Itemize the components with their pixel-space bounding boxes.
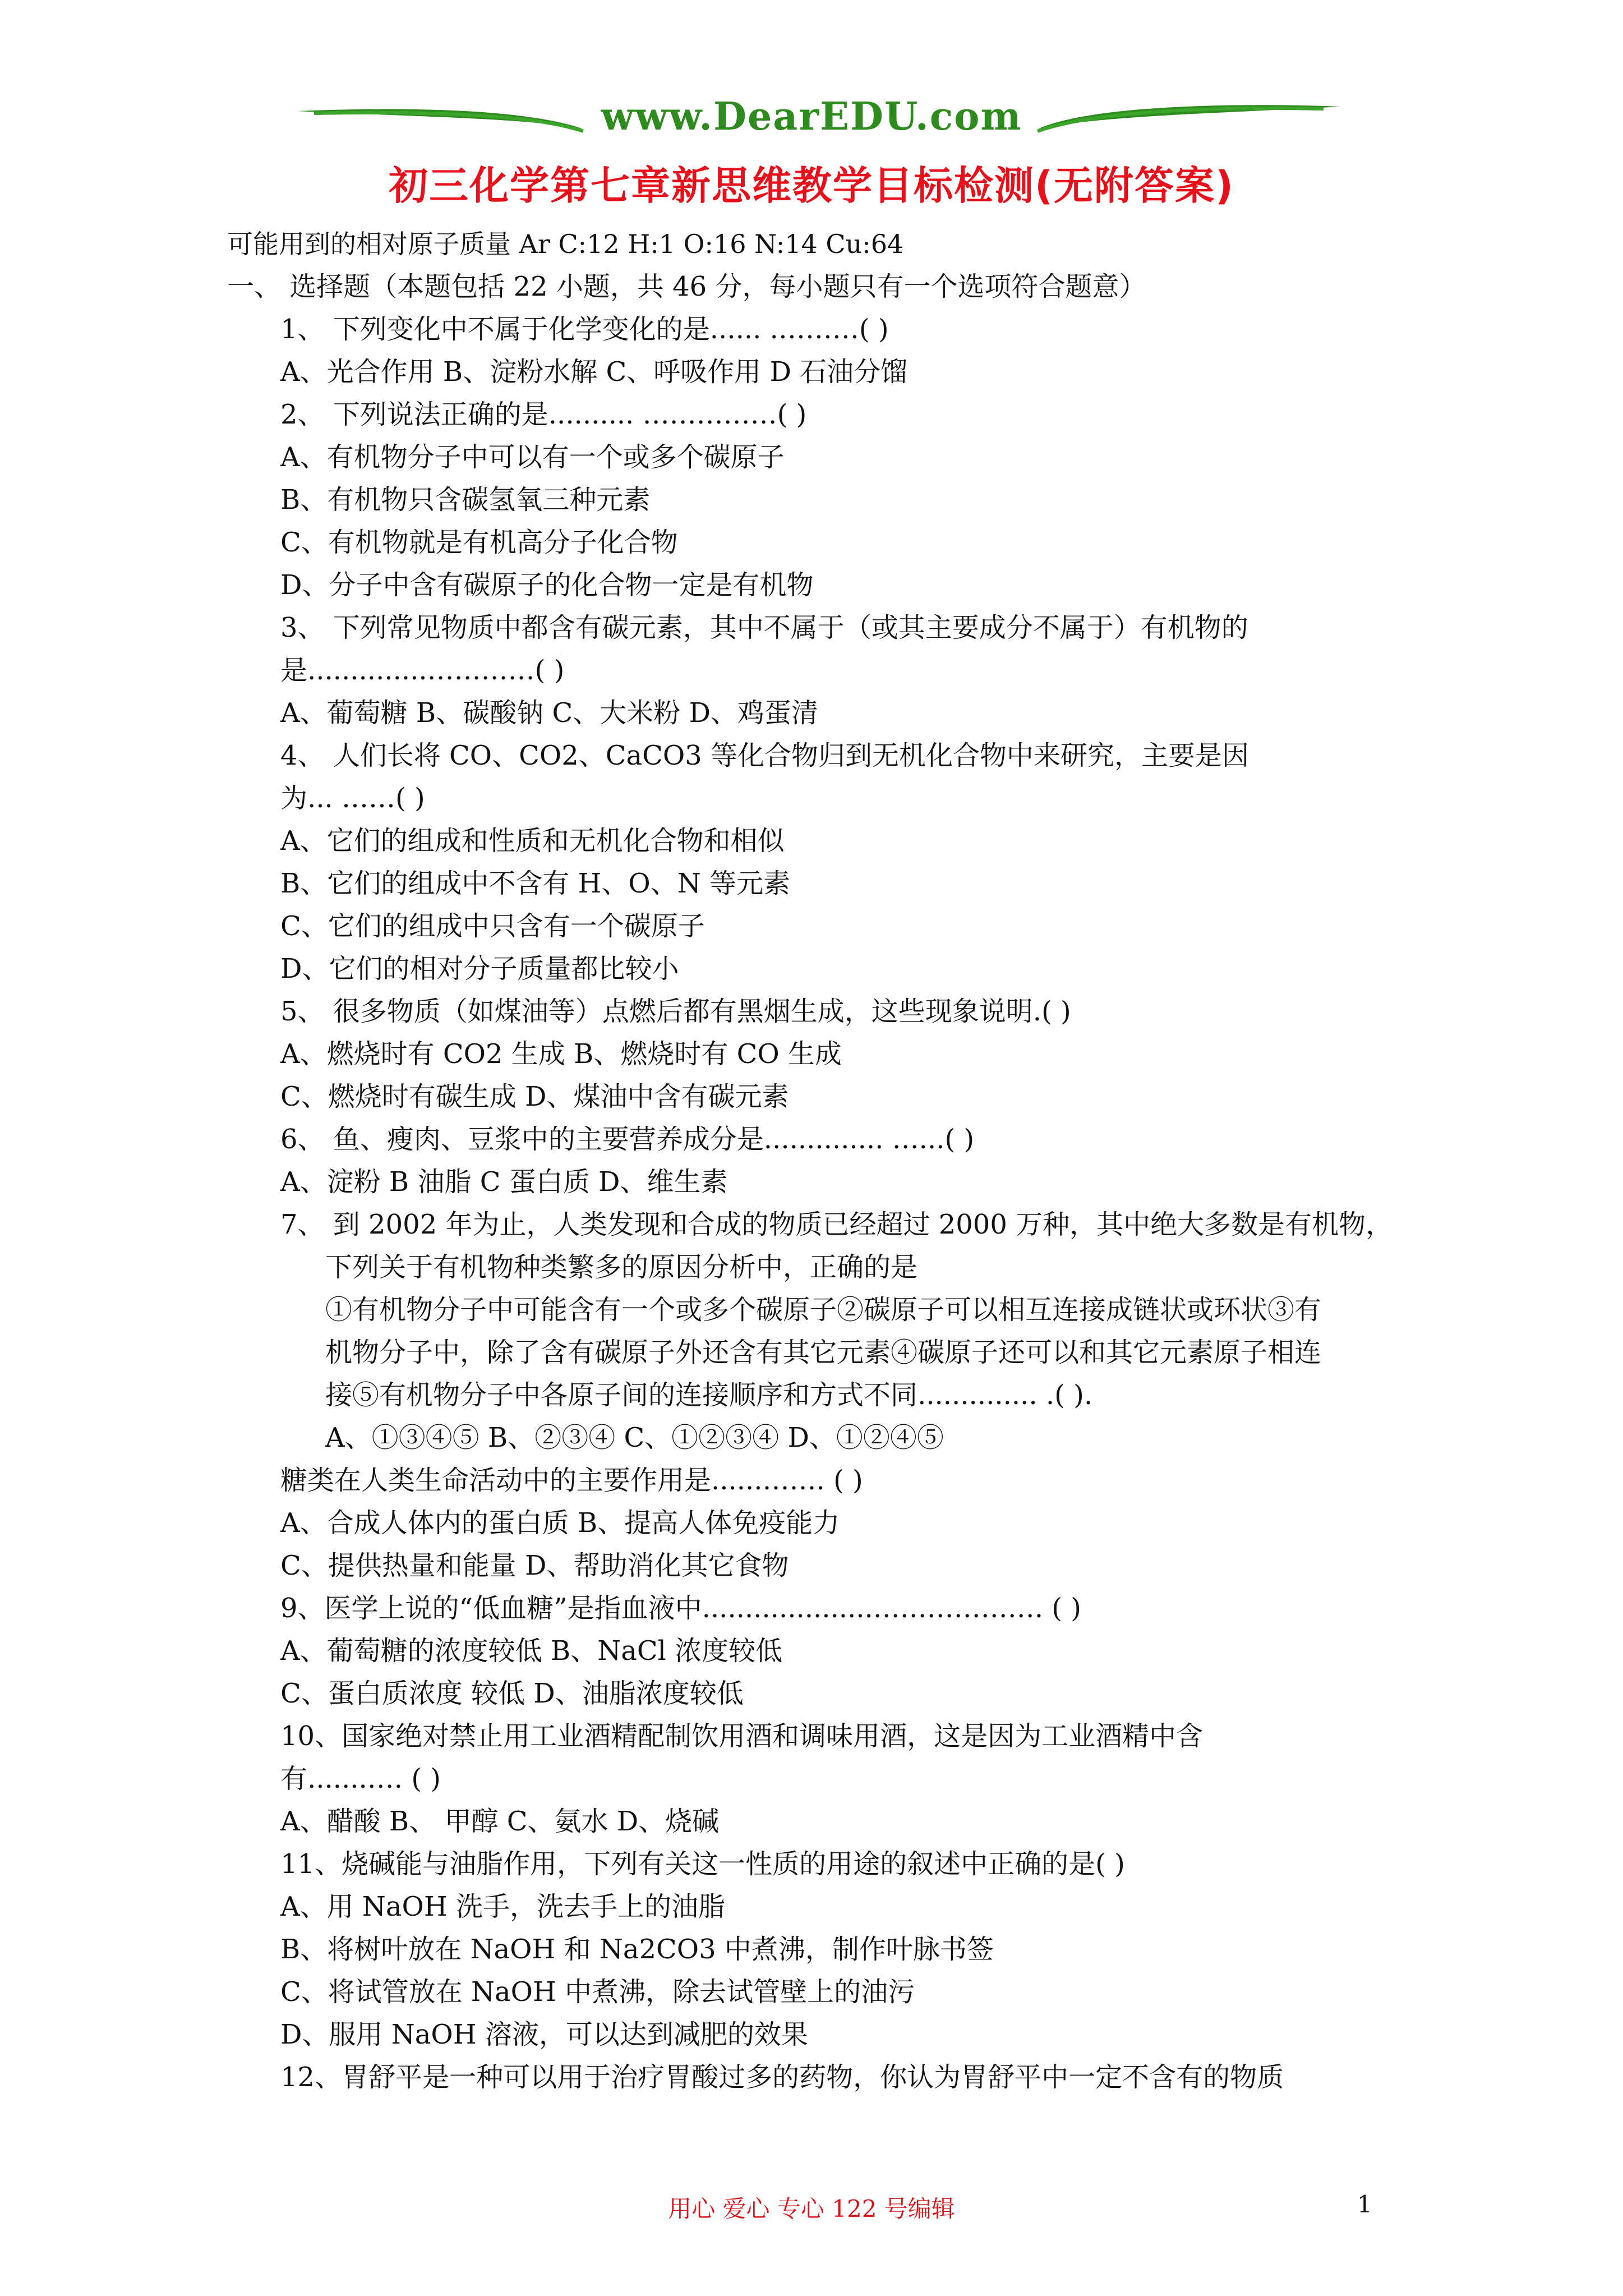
question-4-line-1: 4、 人们长将 CO、CO2、CaCO3 等化合物归到无机化合物中来研究，主要是因 — [280, 740, 1249, 771]
question-11: 11、烧碱能与油脂作用，下列有关这一性质的用途的叙述中正确的是( ) — [280, 1848, 1125, 1880]
question-7-line-4: 机物分子中，除了含有碳原子外还含有其它元素④碳原子还可以和其它元素原子相连 — [325, 1337, 1322, 1368]
question-9-options-ab: A、葡萄糖的浓度较低 B、NaCl 浓度较低 — [280, 1635, 783, 1667]
question-11-option-a: A、用 NaOH 洗手，洗去手上的油脂 — [280, 1891, 726, 1922]
question-4-option-b: B、它们的组成中不含有 H、O、N 等元素 — [280, 868, 791, 899]
section-heading: 一、 选择题（本题包括 22 小题，共 46 分，每小题只有一个选项符合题意） — [227, 271, 1146, 302]
question-7-line-2: 下列关于有机物种类繁多的原因分析中，正确的是 — [325, 1251, 918, 1283]
question-9: 9、医学上说的“低血糖”是指血液中....................………………. ( ) — [280, 1593, 1082, 1624]
question-2-option-a: A、有机物分子中可以有一个或多个碳原子 — [280, 441, 785, 473]
question-7-line-3: ①有机物分子中可能含有一个或多个碳原子②碳原子可以相互连接成链状或环状③有 — [325, 1294, 1322, 1326]
question-4-option-a: A、它们的组成和性质和无机化合物和相似 — [280, 825, 785, 857]
question-7-line-1: 7、 到 2002 年为止，人类发现和合成的物质已经超过 2000 万种，其中绝大多数是有机物， — [280, 1209, 1393, 1240]
question-5-options-cd: C、燃烧时有碳生成 D、煤油中含有碳元素 — [280, 1081, 789, 1112]
question-3-options: A、葡萄糖 B、碳酸钠 C、大米粉 D、鸡蛋清 — [280, 697, 818, 729]
question-4-option-d: D、它们的相对分子质量都比较小 — [280, 953, 679, 984]
atomic-mass-line: 可能用到的相对原子质量 Ar C:12 H:1 O:16 N:14 Cu:64 — [227, 229, 904, 259]
question-6: 6、 鱼、瘦肉、豆浆中的主要营养成分是.............. …...( ) — [280, 1124, 975, 1155]
question-1-options: A、光合作用 B、淀粉水解 C、呼吸作用 D 石油分馏 — [280, 356, 908, 388]
question-11-option-b: B、将树叶放在 NaOH 和 Na2CO3 中煮沸，制作叶脉书签 — [280, 1934, 994, 1965]
question-4-line-2: 为... ……( ) — [280, 783, 425, 814]
question-3-line-1: 3、 下列常见物质中都含有碳元素，其中不属于（或其主要成分不属于）有机物的 — [280, 612, 1248, 643]
page-number: 1 — [1357, 2191, 1372, 2218]
question-10-line-2: 有.......…. ( ) — [280, 1763, 441, 1795]
question-5: 5、 很多物质（如煤油等）点燃后都有黑烟生成，这些现象说明.( ) — [280, 996, 1071, 1027]
question-9-options-cd: C、蛋白质浓度 较低 D、油脂浓度较低 — [280, 1678, 744, 1709]
question-5-options-ab: A、燃烧时有 CO2 生成 B、燃烧时有 CO 生成 — [280, 1038, 842, 1070]
question-1: 1、 下列变化中不属于化学变化的是...... .………( ) — [280, 314, 889, 345]
page-title: 初三化学第七章新思维教学目标检测(无附答案) — [389, 163, 1234, 209]
question-7-options: A、①③④⑤ B、②③④ C、①②③④ D、①②④⑤ — [325, 1422, 944, 1453]
question-8: 糖类在人类生命活动中的主要作用是......……. ( ) — [280, 1465, 863, 1496]
question-4-option-c: C、它们的组成中只含有一个碳原子 — [280, 910, 705, 942]
question-10-options: A、醋酸 B、 甲醇 C、氨水 D、烧碱 — [280, 1806, 720, 1837]
question-8-options-ab: A、合成人体内的蛋白质 B、提高人体免疫能力 — [280, 1507, 840, 1539]
question-2-option-d: D、分子中含有碳原子的化合物一定是有机物 — [280, 569, 814, 601]
question-8-options-cd: C、提供热量和能量 D、帮助消化其它食物 — [280, 1550, 789, 1581]
question-7-line-5: 接⑤有机物分子中各原子间的连接顺序和方式不同.............. .( ). — [325, 1379, 1093, 1411]
question-10-line-1: 10、国家绝对禁止用工业酒精配制饮用酒和调味用酒，这是因为工业酒精中含 — [280, 1720, 1204, 1752]
question-2-option-b: B、有机物只含碳氢氧三种元素 — [280, 484, 651, 516]
question-3-line-2: 是..............…………( ) — [280, 655, 565, 686]
question-2: 2、 下列说法正确的是.......... ……………( ) — [280, 399, 807, 430]
question-6-options: A、淀粉 B 油脂 C 蛋白质 D、维生素 — [280, 1166, 728, 1198]
question-12: 12、胃舒平是一种可以用于治疗胃酸过多的药物，你认为胃舒平中一定不含有的物质 — [280, 2062, 1284, 2093]
footer-editor-note: 用心 爱心 专心 122 号编辑 — [668, 2195, 955, 2223]
site-url: www.DearEDU.com — [601, 94, 1022, 139]
question-11-option-d: D、服用 NaOH 溶液，可以达到减肥的效果 — [280, 2019, 808, 2050]
question-2-option-c: C、有机物就是有机高分子化合物 — [280, 527, 678, 558]
question-11-option-c: C、将试管放在 NaOH 中煮沸，除去试管壁上的油污 — [280, 1976, 915, 2008]
